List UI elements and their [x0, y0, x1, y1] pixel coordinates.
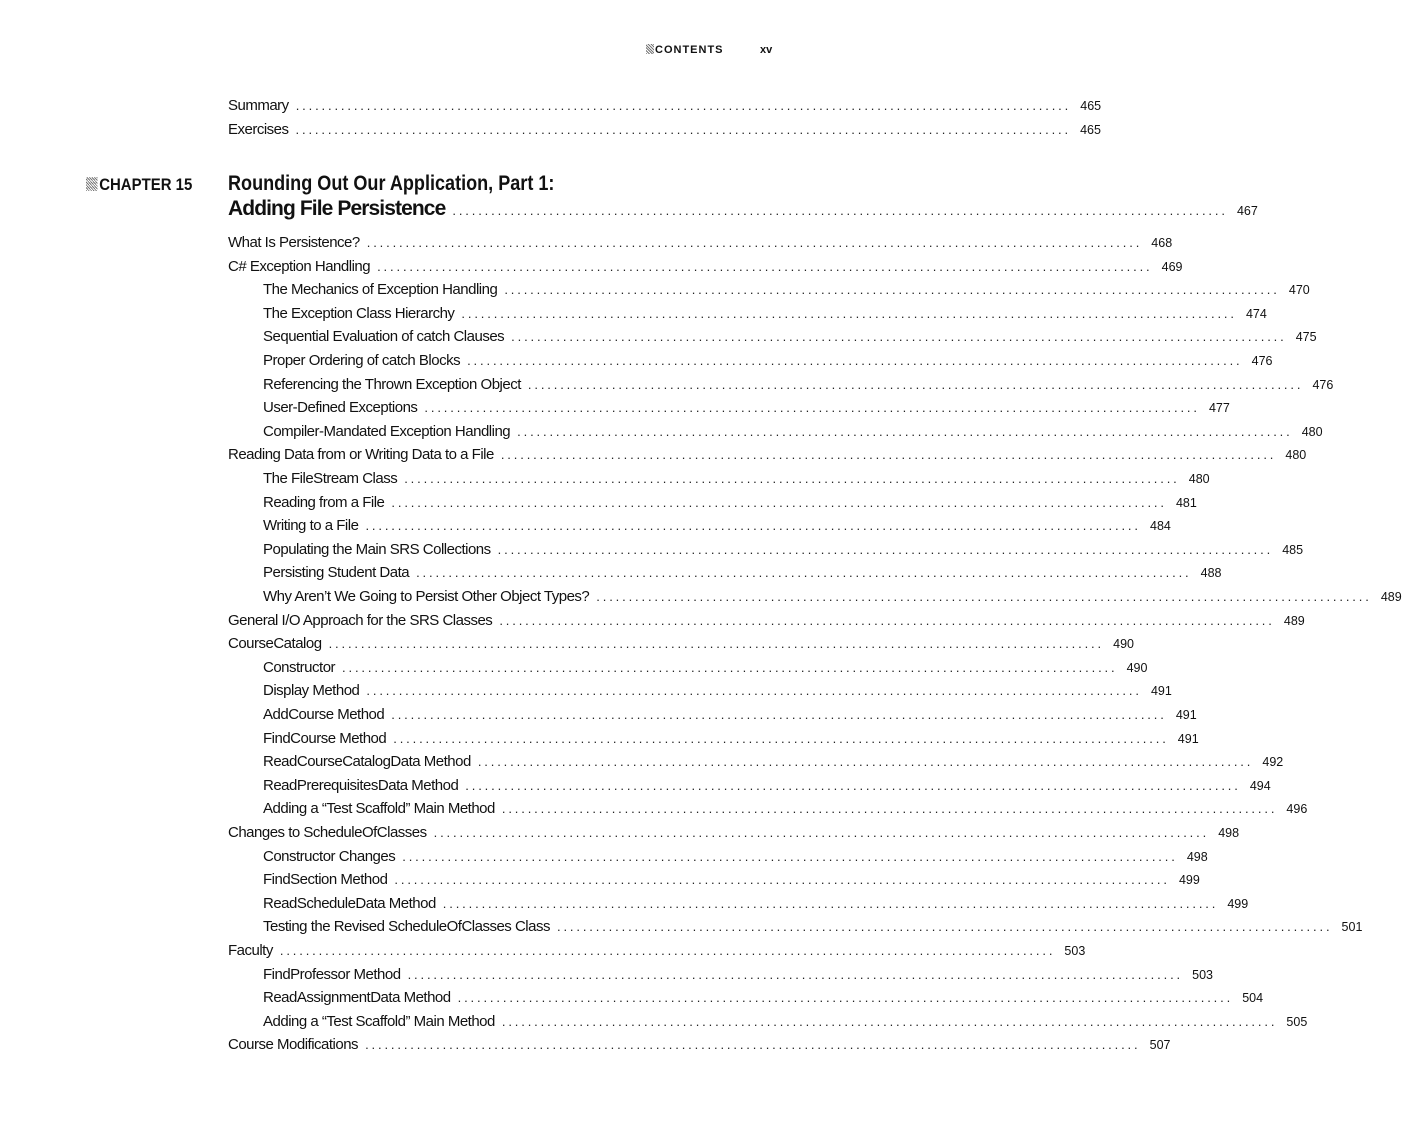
toc-leader-dots: ........................................................................................................................ — [416, 565, 1192, 581]
toc-entry-page: 499 — [1178, 873, 1200, 888]
toc-entry[interactable] — [228, 234, 1173, 256]
toc-entry-page: 480 — [1285, 448, 1307, 463]
toc-entry[interactable] — [228, 1036, 1171, 1058]
toc-entry[interactable] — [263, 682, 1172, 704]
toc-entry-page: 491 — [1175, 708, 1197, 722]
toc-entry-page: 501 — [1341, 920, 1363, 935]
toc-entry[interactable] — [263, 871, 1200, 893]
toc-entry-page: 504 — [1242, 991, 1264, 1006]
toc-entry-page: 476 — [1251, 354, 1273, 368]
toc-entry[interactable] — [263, 658, 1148, 681]
toc-entry-title: Testing the Revised ScheduleOfClasses Class — [263, 918, 550, 936]
running-header — [646, 44, 786, 58]
chapter-title-line-2[interactable] — [228, 197, 1258, 220]
toc-entry-page: 475 — [1295, 330, 1317, 345]
toc-entry-page: 474 — [1245, 306, 1267, 321]
running-header-label — [646, 44, 724, 56]
chapter-label — [86, 175, 192, 195]
chapter-marker-icon — [86, 177, 97, 191]
toc-entry-title: General I/O Approach for the SRS Classes — [228, 611, 493, 629]
toc-entry-title: Why Aren’t We Going to Persist Other Object Types? — [263, 588, 590, 605]
toc-entry-page: 499 — [1227, 896, 1249, 911]
toc-entry-title: Constructor — [263, 658, 336, 676]
toc-leader-dots: ........................................................................................................................ — [404, 471, 1180, 486]
toc-leader-dots: ........................................................................................................................ — [295, 121, 1071, 137]
toc-entry-page: 494 — [1249, 778, 1271, 793]
toc-entry[interactable] — [263, 399, 1230, 421]
toc-leader-dots: ........................................................................................................................ — [433, 825, 1210, 840]
toc-leader-dots: ........................................................................................................................ — [365, 518, 1141, 534]
toc-leader-dots: ........................................................................................................................ — [394, 872, 1170, 888]
toc-entry-page: 488 — [1200, 566, 1222, 581]
toc-entry-page: 489 — [1283, 613, 1305, 628]
toc-entry[interactable] — [263, 493, 1197, 516]
toc-leader-dots: ........................................................................................................................ — [499, 612, 1275, 628]
toc-leader-dots: ........................................................................................................................ — [424, 400, 1200, 416]
toc-entry-title: Course Modifications — [228, 1036, 359, 1054]
toc-leader-dots: ........................................................................................................................ — [500, 447, 1277, 463]
toc-entry-title: Proper Ordering of catch Blocks — [263, 352, 461, 369]
toc-entry[interactable] — [263, 729, 1199, 752]
toc-leader-dots: ........................................................................................................................ — [477, 754, 1254, 770]
toc-leader-dots: ........................................................................................................................ — [391, 494, 1167, 510]
toc-entry-title: Persisting Student Data — [263, 564, 410, 582]
toc-leader-dots: ........................................................................................................................ — [497, 541, 1274, 557]
toc-leader-dots: ........................................................................................................................ — [393, 730, 1169, 746]
toc-entry-title: AddCourse Method — [263, 706, 385, 723]
toc-entry-page: 480 — [1301, 424, 1323, 439]
toc-entry-title: FindSection Method — [263, 871, 388, 889]
toc-entry[interactable] — [263, 800, 1308, 822]
toc-entry-page: 507 — [1149, 1038, 1171, 1053]
toc-leader-dots: ........................................................................................................................ — [501, 801, 1278, 817]
toc-entry[interactable] — [228, 257, 1183, 280]
toc-leader-dots: ........................................................................................................................ — [556, 919, 1333, 935]
toc-entry-page: 480 — [1188, 472, 1210, 486]
toc-leader-dots: ........................................................................................................................ — [504, 282, 1280, 298]
toc-entry-title: Adding a “Test Scaffold” Main Method — [263, 800, 495, 818]
toc-entry[interactable] — [263, 776, 1271, 799]
toc-entry-title: Faculty — [228, 942, 273, 959]
toc-entry-page: 465 — [1080, 99, 1102, 113]
toc-entry-title: Constructor Changes — [263, 847, 396, 865]
toc-entry[interactable] — [263, 989, 1264, 1011]
toc-leader-dots: ........................................................................................................................ — [517, 423, 1293, 439]
toc-leader-dots: ........................................................................................................................ — [467, 353, 1243, 368]
toc-entry-title: Sequential Evaluation of catch Clauses — [263, 328, 505, 346]
toc-leader-dots: ........................................................................................................................ — [366, 683, 1142, 699]
toc-entry-title: Display Method — [263, 682, 360, 700]
toc-leader-dots: ........................................................................................................................ — [391, 707, 1167, 722]
toc-entry[interactable] — [263, 918, 1363, 940]
toc-entry-title: Compiler-Mandated Exception Handling — [263, 422, 511, 440]
toc-entry-title: Exercises — [228, 120, 289, 138]
toc-entry[interactable] — [263, 470, 1210, 492]
toc-entry-page: 485 — [1282, 542, 1304, 557]
toc-entry[interactable] — [263, 540, 1304, 563]
toc-entry-title: The Mechanics of Exception Handling — [263, 281, 498, 299]
toc-entry-title: Reading Data from or Writing Data to a File — [228, 446, 494, 464]
toc-entry[interactable] — [263, 328, 1317, 350]
toc-entry-page: 492 — [1262, 755, 1284, 770]
toc-entry-title: Changes to ScheduleOfClasses — [228, 824, 427, 841]
toc-entry-page: 498 — [1186, 849, 1208, 864]
toc-entry[interactable] — [263, 304, 1267, 327]
toc-leader-dots: ........................................................................................................................ — [402, 848, 1178, 864]
toc-entry-page: 484 — [1150, 519, 1171, 534]
toc-entry-title: The FileStream Class — [263, 470, 398, 487]
toc-entry-title: Summary — [228, 97, 289, 114]
toc-leader-dots: ........................................................................................................................ — [342, 659, 1118, 675]
toc-entry-page: 490 — [1126, 660, 1148, 675]
toc-leader-dots: ........................................................................................................................ — [407, 966, 1183, 982]
toc-entry[interactable] — [263, 422, 1323, 445]
toc-entry-page: 476 — [1312, 377, 1334, 392]
toc-entry[interactable] — [228, 120, 1101, 143]
toc-leader-dots: ........................................................................................................................ — [465, 777, 1241, 793]
chapter-title-text: Adding File Persistence — [228, 197, 446, 220]
toc-entry-page: 491 — [1177, 731, 1199, 746]
toc-leader-dots: ........................................................................................................................ — [596, 589, 1372, 604]
toc-entry-title: ReadPrerequisitesData Method — [263, 776, 459, 794]
toc-entry-page: 491 — [1150, 684, 1172, 699]
toc-entry-title: Writing to a File — [263, 517, 359, 535]
toc-entry[interactable] — [228, 611, 1305, 634]
toc-entry-title: The Exception Class Hierarchy — [263, 304, 455, 322]
toc-entry-page: 490 — [1113, 637, 1134, 652]
toc-entry-page: 489 — [1380, 590, 1402, 604]
toc-entry-title: CourseCatalog — [228, 635, 322, 653]
running-header-text: CONTENTS — [655, 44, 724, 56]
chapter-page-number: 467 — [1236, 204, 1258, 218]
toc-entry-title: FindProfessor Method — [263, 965, 401, 983]
chapter-title-line-1: Rounding Out Our Application, Part 1: — [228, 172, 555, 195]
toc-leader-dots: ........................................................................................................................ — [365, 1037, 1141, 1053]
toc-entry-page: 503 — [1192, 967, 1213, 982]
toc-entry-title: Referencing the Thrown Exception Object — [263, 375, 521, 393]
toc-entry[interactable] — [228, 97, 1102, 119]
toc-leader-dots: ........................................................................................................................ — [366, 235, 1143, 250]
toc-entry-page: 481 — [1175, 495, 1197, 510]
toc-entry-title: ReadCourseCatalogData Method — [263, 753, 471, 771]
toc-leader-dots: ........................................................................................................................ — [442, 895, 1219, 911]
toc-entry[interactable] — [263, 847, 1208, 870]
toc-leader-dots: ........................................................................................................................ — [461, 305, 1237, 321]
toc-leader-dots: ........................................................................................................................ — [527, 376, 1304, 392]
toc-entry-title: FindCourse Method — [263, 729, 387, 747]
toc-leader-dots: ........................................................................................................................ — [279, 943, 1056, 958]
toc-entry[interactable] — [263, 375, 1334, 398]
toc-entry[interactable] — [263, 281, 1310, 303]
toc-entry-page: 469 — [1161, 259, 1183, 274]
toc-entry-title: What Is Persistence? — [228, 234, 360, 251]
toc-entry[interactable] — [263, 564, 1222, 586]
toc-entry[interactable] — [228, 446, 1307, 468]
toc-entry-page: 465 — [1080, 122, 1101, 137]
toc-leader-dots: ........................................................................................................................ — [377, 258, 1153, 274]
toc-entry-page: 477 — [1208, 401, 1230, 416]
toc-entry[interactable] — [263, 1012, 1308, 1035]
toc-entry[interactable] — [263, 965, 1213, 988]
toc-leader-dots: ........................................................................................................................ — [328, 636, 1104, 652]
toc-entry-page: 470 — [1288, 283, 1310, 298]
toc-entry[interactable] — [228, 635, 1134, 657]
toc-entry[interactable] — [263, 352, 1273, 374]
toc-entry-title: Populating the Main SRS Collections — [263, 540, 491, 558]
toc-entry-title: ReadAssignmentData Method — [263, 989, 451, 1007]
toc-entry[interactable] — [228, 942, 1086, 964]
toc-entry-title: C# Exception Handling — [228, 257, 371, 275]
toc-leader-dots: ........................................................................................................................ — [511, 329, 1287, 345]
toc-entry-page: 505 — [1286, 1014, 1308, 1029]
toc-entry-page: 496 — [1286, 802, 1308, 817]
toc-entry[interactable] — [228, 824, 1240, 846]
toc-entry-page: 503 — [1064, 944, 1086, 958]
toc-entry-title: User-Defined Exceptions — [263, 399, 418, 417]
toc-entry[interactable] — [263, 753, 1284, 775]
toc-entry[interactable] — [263, 517, 1171, 539]
toc-leader-dots: ........................................................................................................................ — [501, 1013, 1278, 1029]
toc-entry[interactable] — [263, 588, 1402, 610]
chapter-label-text: CHAPTER 15 — [99, 175, 193, 194]
toc-entry[interactable] — [263, 894, 1249, 917]
toc-entry-page: 498 — [1218, 826, 1240, 840]
toc-entry-title: Reading from a File — [263, 493, 385, 511]
toc-leader-dots: ........................................................................................................................ — [452, 203, 1228, 218]
toc-entry[interactable] — [263, 706, 1197, 728]
toc-entry-title: Adding a “Test Scaffold” Main Method — [263, 1012, 495, 1030]
toc-entry-page: 468 — [1151, 236, 1173, 250]
toc-entry-title: ReadScheduleData Method — [263, 894, 436, 912]
toc-leader-dots: ........................................................................................................................ — [295, 98, 1072, 113]
section-marker-icon — [646, 44, 654, 54]
running-header-page-number: xv — [760, 44, 773, 56]
toc-leader-dots: ........................................................................................................................ — [457, 990, 1234, 1006]
